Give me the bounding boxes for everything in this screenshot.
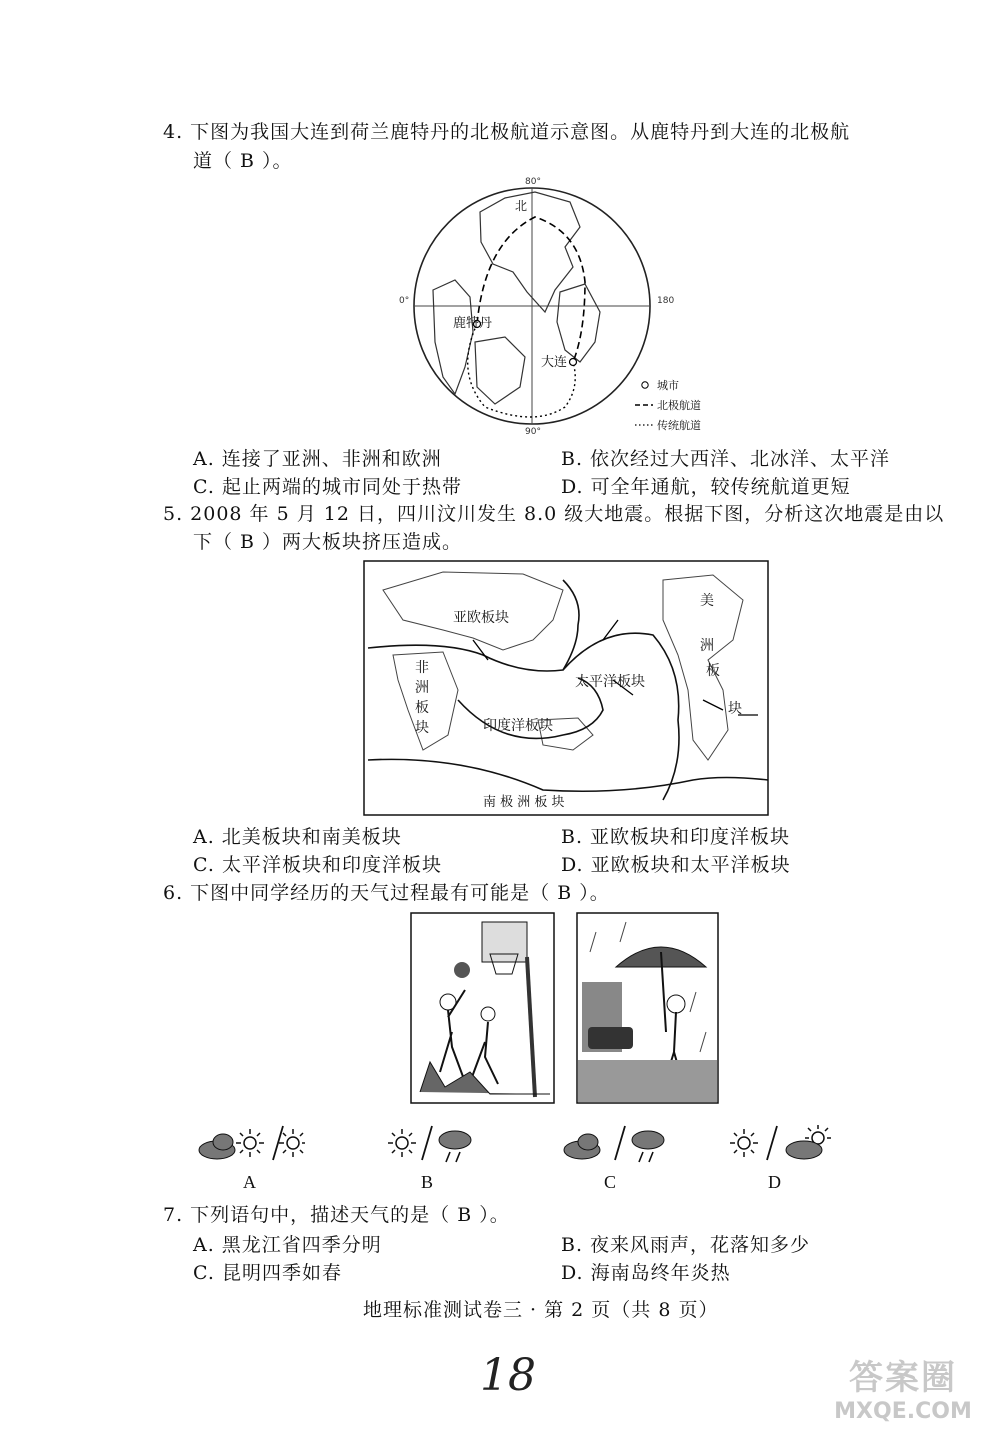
landmass-north: [480, 192, 580, 312]
car: [588, 1027, 633, 1049]
landmass-south: [475, 337, 525, 404]
backboard: [482, 922, 527, 962]
q4-option-a: A. 连接了亚洲、非洲和欧洲: [193, 448, 442, 470]
watermark-url: MXQE.COM: [834, 1399, 972, 1424]
picture-rainy-umbrella: [576, 912, 719, 1104]
option-d-weather-symbols: [722, 1120, 837, 1168]
slash: [767, 1126, 777, 1160]
q7-option-b: B. 夜来风雨声，花落知多少: [561, 1234, 811, 1256]
sun-icon: [730, 1129, 758, 1157]
q4-option-d: D. 可全年通航，较传统航道更短: [561, 476, 851, 498]
north-label: 北: [515, 199, 528, 213]
q5-option-a: A. 北美板块和南美板块: [193, 826, 402, 848]
lon-top-label: 80°: [525, 177, 541, 187]
eurasian-plate-label: 亚欧板块: [453, 610, 509, 626]
q4-stem-line2: 道（ B ）。: [193, 150, 293, 172]
rotterdam-label: 鹿特丹: [453, 316, 493, 331]
q7-option-c: C. 昆明四季如春: [193, 1262, 342, 1284]
handwritten-page-number: 18: [480, 1350, 536, 1401]
option-b-weather-symbols: [380, 1120, 480, 1168]
q5-option-b: B. 亚欧板块和印度洋板块: [561, 826, 791, 848]
sun-icon: [236, 1129, 264, 1157]
african-plate-label-4: 块: [415, 720, 429, 736]
q4-option-c: C. 起止两端的城市同处于热带: [193, 476, 462, 498]
american-plate-label-4: 块: [728, 701, 742, 717]
landmass-east: [557, 284, 600, 362]
option-c-label: C: [604, 1172, 617, 1192]
lon-bottom-label: 90°: [525, 427, 541, 437]
arctic-route-map: [395, 172, 715, 444]
option-b-label: B: [421, 1172, 434, 1192]
q5-stem-line2: 下（ B ）两大板块挤压造成。: [193, 531, 463, 553]
cloudy-icon: [199, 1134, 235, 1159]
q6-stem-line1: 6. 下图中同学经历的天气过程最有可能是（ B ）。: [163, 882, 610, 904]
q5-option-d: D. 亚欧板块和太平洋板块: [561, 854, 791, 876]
dalian-marker: [570, 359, 577, 366]
cloudy-icon: [564, 1134, 600, 1159]
basketball: [454, 962, 470, 978]
traditional-route-line: [468, 324, 576, 417]
rain-icon: [439, 1131, 471, 1162]
american-plate-label-2: 洲: [700, 638, 714, 654]
q5-stem-line1: 5. 2008 年 5 月 12 日，四川汶川发生 8.0 级大地震。根据下图，分析这次地震是由以: [163, 503, 945, 525]
watermark-title: 答案圈: [849, 1358, 957, 1398]
indian-plate-label: 印度洋板块: [483, 718, 553, 734]
q5-option-c: C. 太平洋板块和印度洋板块: [193, 854, 442, 876]
legend-city-symbol: [642, 382, 648, 388]
street: [578, 1060, 717, 1102]
landmass-west: [433, 280, 473, 394]
option-a-weather-symbols: [195, 1120, 305, 1168]
q7-option-d: D. 海南岛终年炎热: [561, 1262, 731, 1284]
legend-arctic-label: 北极航道: [657, 399, 701, 412]
plate-tectonics-map: [363, 560, 769, 816]
american-plate-label-1: 美: [700, 593, 714, 609]
lon-right-label: 180: [657, 296, 675, 306]
partly-cloudy-icon: [786, 1125, 831, 1159]
african-plate-label-1: 非: [415, 660, 429, 676]
legend-traditional-label: 传统航道: [657, 419, 701, 432]
rain-icon: [632, 1131, 664, 1162]
lon-left-label: 0°: [399, 296, 410, 306]
watermark: [818, 1350, 988, 1424]
slash: [615, 1126, 625, 1160]
american-plate-label-3: 板: [706, 663, 720, 679]
slash: [422, 1126, 432, 1160]
option-d-label: D: [768, 1172, 781, 1192]
q7-stem-line1: 7. 下列语句中，描述天气的是（ B ）。: [163, 1204, 510, 1226]
antarctic-plate-label: 南 极 洲 板 块: [483, 795, 565, 810]
sun-icon: [388, 1129, 416, 1157]
dalian-label: 大连: [541, 355, 568, 370]
option-a-label: A: [243, 1172, 256, 1192]
q4-stem-line1: 4. 下图为我国大连到荷兰鹿特丹的北极航道示意图。从鹿特丹到大连的北极航: [163, 121, 851, 143]
q4-option-b: B. 依次经过大西洋、北冰洋、太平洋: [561, 448, 891, 470]
sun-icon: [279, 1129, 305, 1157]
legend-city-label: 城市: [657, 379, 679, 392]
page-footer: 地理标准测试卷三 · 第 2 页（共 8 页）: [363, 1299, 719, 1321]
african-plate-label-2: 洲: [415, 680, 429, 696]
option-c-weather-symbols: [560, 1120, 670, 1168]
african-plate-label-3: 板: [415, 700, 429, 716]
q7-option-a: A. 黑龙江省四季分明: [193, 1234, 382, 1256]
pacific-plate-label: 太平洋板块: [575, 674, 645, 690]
picture-basketball-sunny: [410, 912, 555, 1104]
